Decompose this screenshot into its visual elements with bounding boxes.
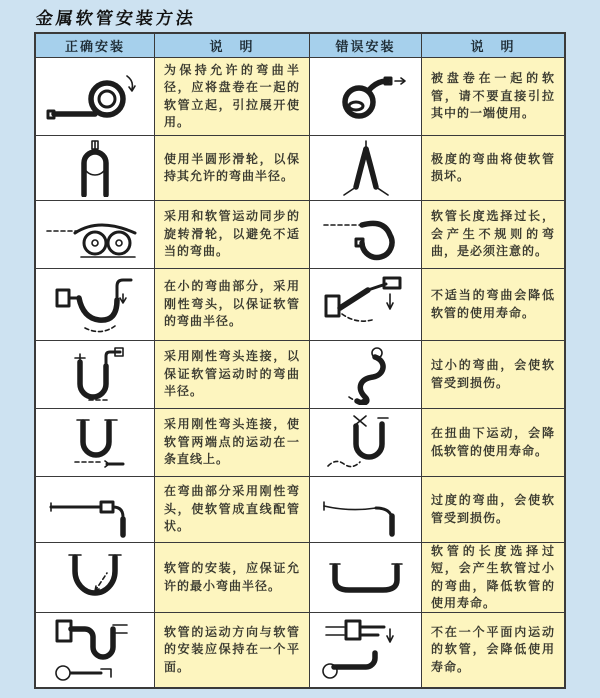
table-row (36, 201, 564, 269)
wrong-description: 被盘卷在一起的软管，请不要直接引拉其中的一端使用。 (422, 58, 564, 136)
wrong-illustration-cell (310, 58, 422, 136)
table-row (36, 341, 564, 409)
table-row (36, 269, 564, 341)
header-wrong-install: 错误安装 (310, 34, 422, 58)
table-row (36, 477, 564, 543)
rigid-elbow-motion-bend-icon (49, 344, 141, 406)
header-correct-install: 正确安装 (36, 34, 155, 58)
correct-illustration-cell (36, 341, 155, 409)
wrong-description: 在扭曲下运动，会降低软管的使用寿命。 (422, 409, 564, 477)
header-description-1: 说 明 (155, 34, 310, 58)
straight-piping-rigid-elbow-icon (43, 481, 147, 539)
page-title: 金属软管安装方法 (34, 9, 197, 29)
wrong-description: 不适当的弯曲会降低软管的使用寿命。 (422, 269, 564, 341)
wrong-illustration-cell (310, 409, 422, 477)
correct-description: 采用刚性弯头连接，以保证软管运动时的弯曲半径。 (155, 341, 310, 409)
wrong-illustration-cell (310, 543, 422, 613)
semicircular-pulley-icon (60, 139, 130, 197)
correct-description: 为保持允许的弯曲半径，应将盘卷在一起的软管立起，引拉展开使用。 (155, 58, 310, 136)
out-of-plane-motion-icon (320, 615, 412, 685)
overlong-hose-irregular-bend-icon (320, 207, 412, 263)
correct-description: 使用半圆形滑轮，以保持其允许的弯曲半径。 (155, 136, 310, 201)
correct-illustration-cell (36, 58, 155, 136)
rigid-elbow-inline-motion-icon (49, 412, 141, 474)
too-small-bend-icon (331, 345, 401, 405)
correct-description: 软管的运动方向与软管的安装应保持在一个平面。 (155, 613, 310, 687)
wrong-illustration-cell (310, 201, 422, 269)
correct-illustration-cell (36, 269, 155, 341)
table-row (36, 543, 564, 613)
header-description-2: 说 明 (422, 34, 564, 58)
table-header-row (36, 34, 564, 58)
table-row (36, 58, 564, 136)
correct-description: 在弯曲部分采用刚性弯头，使软管成直线配管状。 (155, 477, 310, 543)
wrong-description: 极度的弯曲将使软管损坏。 (422, 136, 564, 201)
wrong-description: 软管的长度选择过短，会产生软管过小的弯曲，降低软管的使用寿命。 (422, 543, 564, 613)
extreme-bend-icon (331, 139, 401, 197)
correct-illustration-cell (36, 613, 155, 687)
correct-description: 在小的弯曲部分，采用刚性弯头，以保证软管的弯曲半径。 (155, 269, 310, 341)
minimum-bend-radius-icon (45, 547, 145, 609)
wrong-description: 不在一个平面内运动的软管，会降低使用寿命。 (422, 613, 564, 687)
coiled-hose-stand-uncoil-icon (43, 66, 147, 128)
too-short-hose-icon (318, 550, 414, 606)
synchronized-rotating-pulley-icon (43, 207, 147, 263)
correct-description: 采用和软管运动同步的旋转滑轮，以避免不适当的弯曲。 (155, 201, 310, 269)
rigid-elbow-small-bend-icon (45, 272, 145, 338)
wrong-illustration-cell (310, 477, 422, 543)
wrong-illustration-cell (310, 341, 422, 409)
correct-illustration-cell (36, 409, 155, 477)
table-row (36, 136, 564, 201)
twisted-motion-icon (320, 412, 412, 474)
table-row (36, 409, 564, 477)
correct-illustration-cell (36, 477, 155, 543)
excessive-bend-icon (318, 482, 414, 538)
table-row (36, 613, 564, 687)
wrong-illustration-cell (310, 136, 422, 201)
installation-table (34, 32, 566, 689)
same-plane-motion-icon (43, 615, 147, 685)
wrong-illustration-cell (310, 613, 422, 687)
improper-bend-icon (320, 274, 412, 336)
correct-description: 软管的安装，应保证允许的最小弯曲半径。 (155, 543, 310, 613)
wrong-description: 过小的弯曲，会使软管受到损伤。 (422, 341, 564, 409)
correct-illustration-cell (36, 136, 155, 201)
wrong-illustration-cell (310, 269, 422, 341)
correct-description: 采用刚性弯头连接，使软管两端点的运动在一条直线上。 (155, 409, 310, 477)
correct-illustration-cell (36, 201, 155, 269)
wrong-description: 过度的弯曲，会使软管受到损伤。 (422, 477, 564, 543)
correct-illustration-cell (36, 543, 155, 613)
coiled-hose-pull-end-icon (321, 68, 411, 126)
wrong-description: 软管长度选择过长，会产生不规则的弯曲，是必须注意的。 (422, 201, 564, 269)
